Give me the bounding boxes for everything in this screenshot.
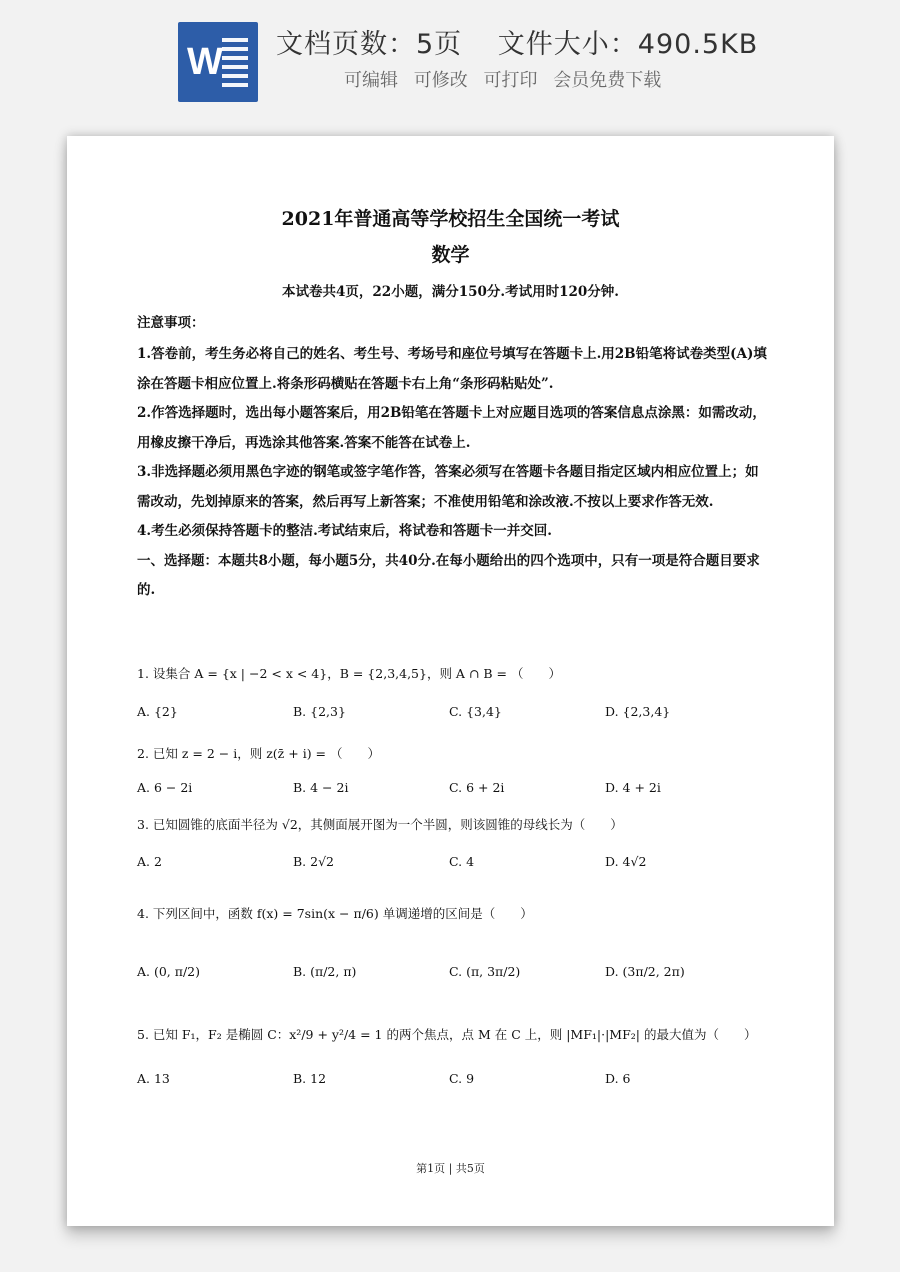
option-b: B. {2,3}: [293, 704, 346, 719]
word-logo-letter: W: [187, 41, 223, 83]
question-5-stem: 5. 已知 F₁，F₂ 是椭圆 C：x²/9 + y²/4 = 1 的两个焦点，点 M 在 C 上，则 |MF₁|·|MF₂| 的最大值为（ ）: [137, 1027, 757, 1042]
feature-modifiable: 可修改: [413, 70, 468, 91]
option-c: C. 4: [449, 854, 475, 869]
download-banner: [0, 0, 900, 118]
option-c: C. 6 + 2i: [449, 780, 505, 795]
question-3-stem: 3. 已知圆锥的底面半径为 √2，其侧面展开图为一个半圆，则该圆锥的母线长为（ ）: [137, 817, 623, 832]
document-features: [344, 66, 671, 92]
exam-title: 2021年普通高等学校招生全国统一考试: [281, 208, 620, 230]
question-2-options: [137, 780, 767, 802]
option-b: B. 2√2: [293, 854, 335, 869]
note-item: 2.作答选择题时，选出每小题答案后，用2B铅笔在答题卡上对应题目选项的答案信息点涂黑：如需改动，用橡皮擦干净后，再选涂其他答案.答案不能答在试卷上.: [137, 405, 766, 451]
feature-printable: 可打印: [483, 70, 538, 91]
option-c: C. (π, 3π/2): [449, 964, 521, 979]
section-heading: 一、选择题：本题共8小题，每小题5分，共40分.在每小题给出的四个选项中，只有一项是符合题目要求的.: [137, 552, 760, 598]
option-d: D. (3π/2, 2π): [605, 964, 685, 979]
question-4-options: [137, 964, 767, 986]
exam-notes: [137, 310, 767, 606]
option-d: D. 4 + 2i: [605, 780, 661, 795]
option-b: B. 4 − 2i: [293, 780, 349, 795]
exam-subject: 数学: [431, 244, 470, 266]
word-document-icon: [178, 22, 258, 102]
note-item: 3.非选择题必须用黑色字迹的钢笔或签字笔作答，答案必须写在答题卡各题目指定区域内相应位置上；如需改动，先划掉原来的答案，然后再写上新答案；不准使用铅笔和涂改液.不按以上要求作答无效.: [137, 464, 759, 510]
document-page: [67, 136, 834, 1226]
page-count: 文档页数：5页: [276, 29, 463, 60]
document-meta: [276, 22, 784, 61]
question-4-stem: 4. 下列区间中，函数 f(x) = 7sin(x − π/6) 单调递增的区间是（ ）: [137, 906, 533, 921]
file-size: 文件大小：490.5KB: [497, 29, 759, 60]
note-item: 1.答卷前，考生务必将自己的姓名、考生号、考场号和座位号填写在答题卡上.用2B铅笔将试卷类型(A)填涂在答题卡相应位置上.将条形码横贴在答题卡右上角“条形码粘贴处”.: [137, 346, 767, 392]
option-a: A. 6 − 2i: [137, 780, 193, 795]
option-c: C. {3,4}: [449, 704, 502, 719]
question-1-stem: 1. 设集合 A = {x | −2 < x < 4}，B = {2,3,4,5}，则 A ∩ B = （ ）: [137, 666, 561, 681]
option-a: A. (0, π/2): [137, 964, 201, 979]
page-footer: 第1页 | 共5页: [416, 1162, 485, 1175]
option-a: A. 2: [137, 854, 162, 869]
word-logo-lines: [222, 38, 248, 92]
feature-editable: 可编辑: [344, 70, 398, 91]
option-d: D. 6: [605, 1071, 631, 1086]
option-b: B. (π/2, π): [293, 964, 357, 979]
question-5-options: [137, 1071, 767, 1093]
option-a: A. 13: [137, 1071, 170, 1086]
option-d: D. 4√2: [605, 854, 647, 869]
question-2-stem: 2. 已知 z = 2 − i，则 z(z̄ + i) = （ ）: [137, 746, 380, 761]
question-1-options: [137, 704, 767, 726]
question-3-options: [137, 854, 767, 876]
feature-member-download: 会员免费下载: [553, 70, 662, 91]
note-item: 4.考生必须保持答题卡的整洁.考试结束后，将试卷和答题卡一并交回.: [137, 523, 552, 539]
option-a: A. {2}: [137, 704, 178, 719]
option-b: B. 12: [293, 1071, 327, 1086]
option-c: C. 9: [449, 1071, 475, 1086]
notes-heading: 注意事项：: [137, 315, 205, 331]
option-d: D. {2,3,4}: [605, 704, 671, 719]
exam-info: 本试卷共4页，22小题，满分150分.考试用时120分钟.: [282, 284, 619, 300]
